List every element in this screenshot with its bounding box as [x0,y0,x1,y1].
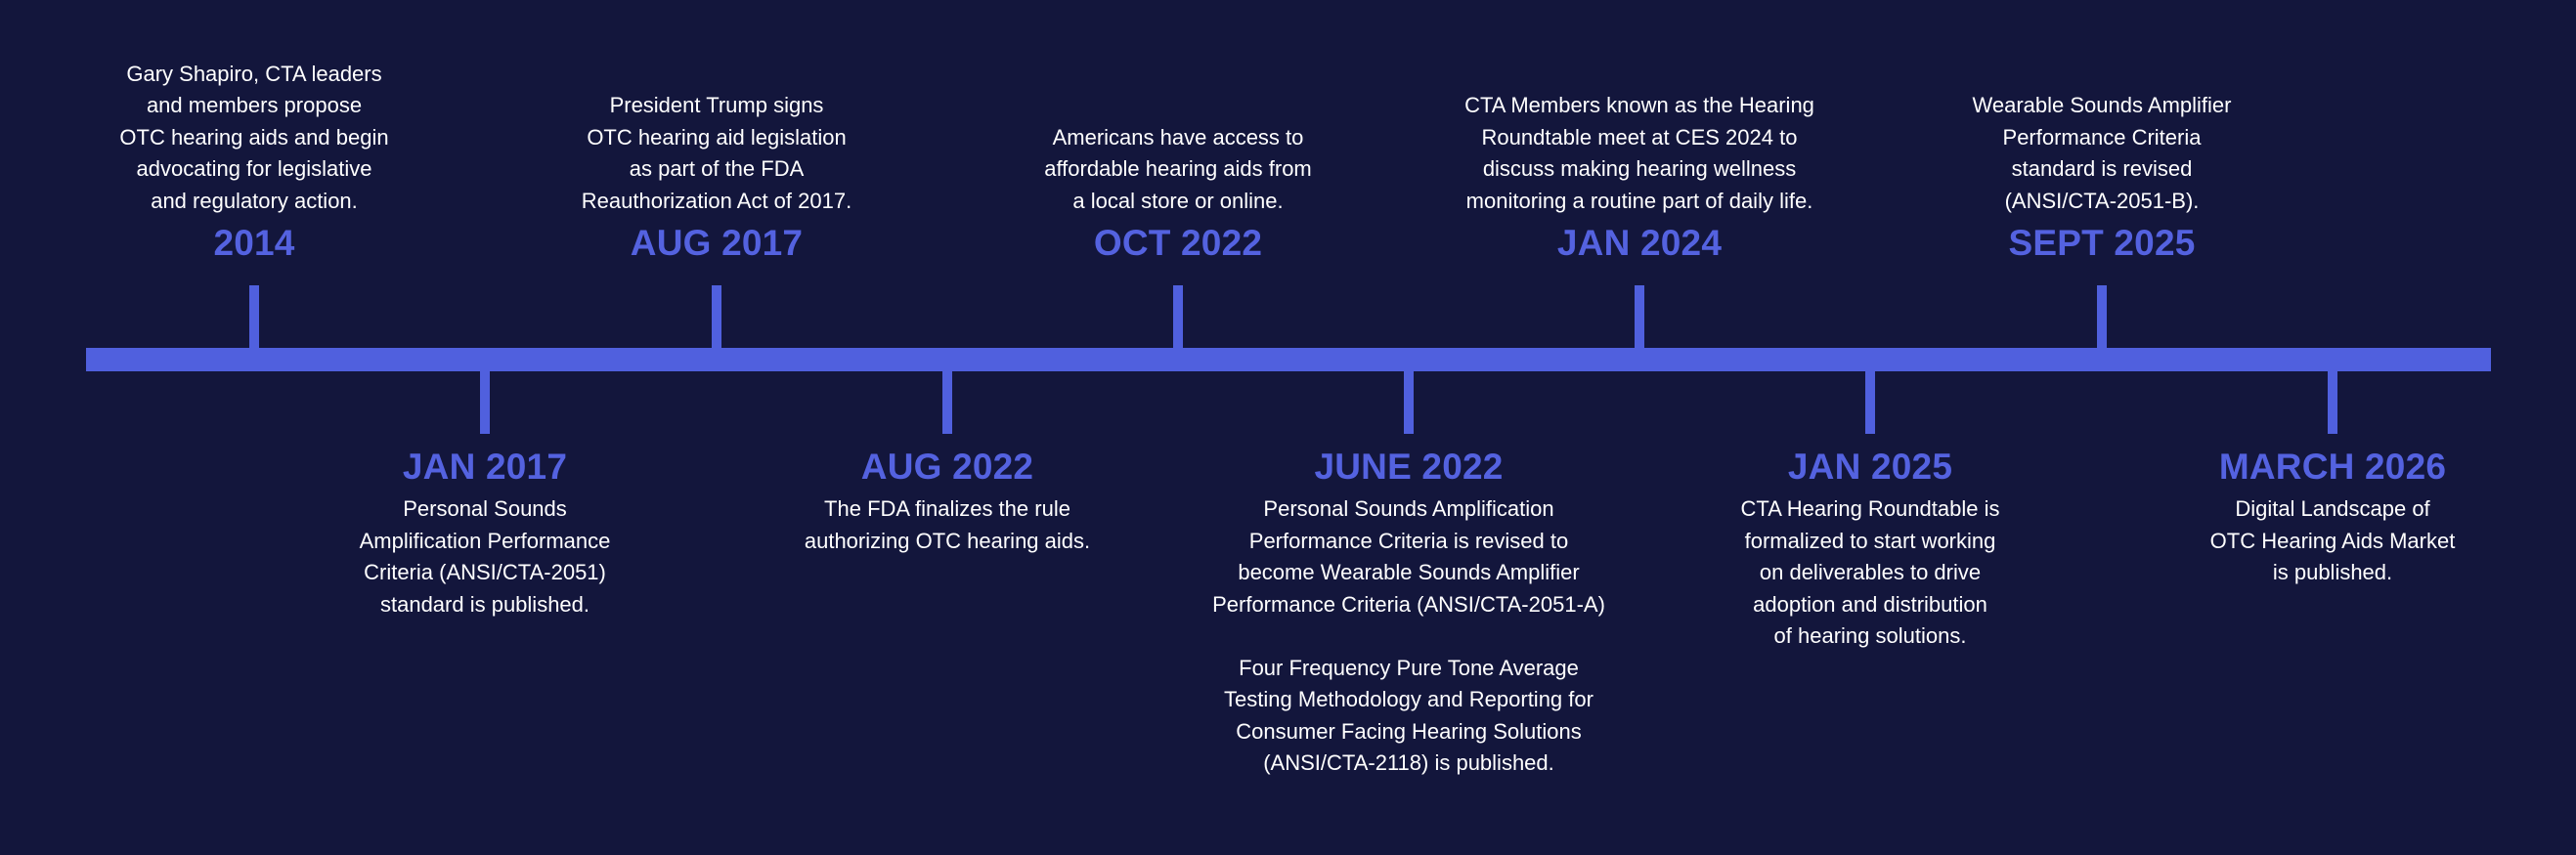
description-line: CTA Members known as the Hearing [1464,93,1814,117]
description-paragraph [482,90,951,217]
event-label [2098,445,2567,589]
description-line: Performance Criteria is revised to [1248,528,1569,553]
description-paragraph [2098,493,2567,589]
timeline-tick [1404,371,1414,434]
timeline-tick [2097,285,2107,348]
event-description [2098,493,2567,589]
description-line: OTC hearing aids and begin [119,124,389,150]
description-line: OTC Hearing Aids Market [2209,528,2456,553]
event-description [20,59,489,218]
description-line: authorizing OTC hearing aids. [804,528,1091,553]
description-line: Consumer Facing Hearing Solutions [1236,718,1582,744]
timeline-axis [86,348,2491,371]
description-line: Gary Shapiro, CTA leaders [126,61,382,86]
description-line: Americans have access to [1052,124,1304,150]
description-paragraph [1636,493,2105,653]
event-label [943,122,1413,267]
description-line: Performance Criteria (ANSI/CTA-2051-A) [1212,591,1605,617]
timeline-tick [942,371,952,434]
event-label [1174,445,1643,780]
timeline-tick [712,285,721,348]
description-line: Four Frequency Pure Tone Average [1239,655,1579,680]
description-line: OTC hearing aid legislation [587,124,847,150]
event-label [1867,90,2336,266]
description-paragraph [20,59,489,218]
description-paragraph [250,493,720,620]
event-date: JAN 2025 [1787,447,1953,487]
event-date: SEPT 2025 [2008,223,2196,263]
description-paragraph [713,493,1182,557]
event-date: MARCH 2026 [2218,447,2447,487]
event-description [250,493,720,620]
description-line: formalized to start working [1744,528,1996,553]
event-description [1174,493,1643,780]
timeline-tick [1865,371,1875,434]
event-description [1636,493,2105,653]
description-line: standard is revised [2011,156,2193,181]
description-line: as part of the FDA [629,156,805,181]
description-paragraph [1174,493,1643,620]
description-line: CTA Hearing Roundtable is [1740,496,2000,521]
paragraph-gap [1174,620,1643,653]
event-date: JAN 2024 [1556,223,1723,263]
description-line: affordable hearing aids from [1044,156,1312,181]
event-label [713,445,1182,557]
event-description [1405,90,1874,217]
description-line: and members propose [146,93,363,117]
description-line: is published. [2272,560,2393,584]
event-description [482,90,951,217]
timeline-tick [249,285,259,348]
event-description [943,122,1413,218]
description-line: Testing Methodology and Reporting for [1224,687,1594,711]
description-paragraph [1867,90,2336,217]
event-date: AUG 2017 [630,223,804,263]
timeline-tick [480,371,490,434]
description-paragraph [943,122,1413,218]
event-label [20,59,489,267]
event-description [1867,90,2336,217]
description-line: (ANSI/CTA-2051-B). [2004,188,2200,213]
timeline-tick [1635,285,1644,348]
description-line: President Trump signs [609,93,824,117]
description-line: on deliverables to drive [1759,560,1982,584]
event-date: 2014 [213,223,295,263]
description-line: Personal Sounds Amplification [1263,496,1554,521]
description-line: of hearing solutions. [1773,623,1967,648]
description-line: adoption and distribution [1753,591,1987,617]
description-line: Roundtable meet at CES 2024 to [1481,124,1798,150]
description-paragraph [1405,90,1874,217]
description-line: Performance Criteria [2002,124,2202,150]
description-line: discuss making hearing wellness [1482,156,1797,181]
description-line: advocating for legislative [136,156,372,181]
description-line: Personal Sounds [403,496,567,521]
description-line: (ANSI/CTA-2118) is published. [1263,750,1554,775]
event-date: OCT 2022 [1093,223,1263,263]
event-description [713,493,1182,557]
timeline-tick [1173,285,1183,348]
description-line: become Wearable Sounds Amplifier [1238,560,1580,584]
description-line: Criteria (ANSI/CTA-2051) [364,560,606,584]
description-line: Wearable Sounds Amplifier [1972,93,2232,117]
description-line: and regulatory action. [151,188,358,213]
event-label [1405,90,1874,266]
description-line: Amplification Performance [359,528,611,553]
event-date: AUG 2022 [860,447,1034,487]
event-label [250,445,720,620]
description-line: Reauthorization Act of 2017. [581,188,852,213]
description-line: The FDA finalizes the rule [824,496,1070,521]
event-label [1636,445,2105,653]
event-date: JAN 2017 [402,447,568,487]
description-paragraph [1174,653,1643,780]
description-line: standard is published. [379,591,590,617]
timeline-tick [2328,371,2337,434]
description-line: a local store or online. [1072,188,1284,213]
event-date: JUNE 2022 [1314,447,1504,487]
event-label [482,90,951,266]
description-line: Digital Landscape of [2235,496,2430,521]
description-line: monitoring a routine part of daily life. [1465,188,1813,213]
